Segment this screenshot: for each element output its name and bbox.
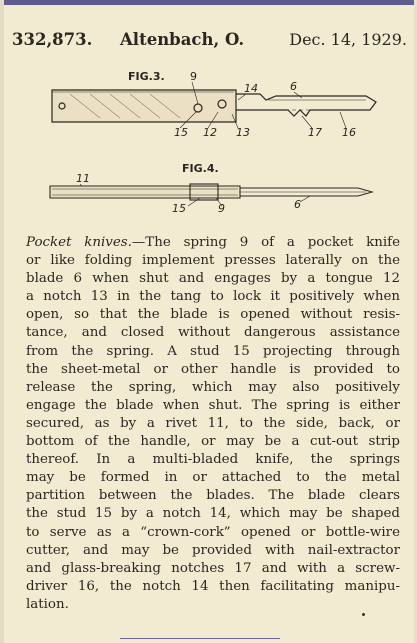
fig3-label-15: 15	[174, 126, 188, 139]
abstract-line-5: open, so that the blade is opened without resis-	[26, 307, 400, 323]
abstract-line-4: a notch 13 in the tang to lock it positively when	[26, 289, 400, 305]
inventor-name: Altenbach, O.	[120, 30, 245, 49]
fig3-label-16: 16	[342, 126, 356, 139]
abstract-line-13: thereof. In a multi-bladed knife, the springs	[26, 452, 400, 468]
abstract-text	[26, 234, 400, 614]
abstract-line-7: from the spring. A stud 15 projecting through	[26, 343, 400, 359]
abstract-line-20: driver 16, the notch 14 then facilitating manipu-	[26, 578, 400, 594]
ink-dot	[362, 613, 365, 616]
patent-number: 332,873.	[12, 30, 93, 49]
abstract-line-2: or like folding implement presses laterally on the	[26, 253, 400, 269]
abstract-line-17: to serve as a “crown-cork” opened or bottle-wire	[26, 524, 400, 540]
figure-4-drawing	[40, 158, 380, 214]
fig4-label-9: 9	[218, 202, 225, 214]
patent-date: Dec. 14, 1929.	[289, 30, 407, 49]
figure-3	[40, 66, 380, 142]
abstract-line-15: partition between the blades. The blade clears	[26, 488, 400, 504]
abstract-line-19: and glass-breaking notches 17 and with a screw-	[26, 560, 400, 576]
abstract-line-10: engage the blade when shut. The spring is either	[26, 397, 400, 413]
abstract-line-11: secured, as by a rivet 11, to the side, back, or	[26, 415, 400, 431]
fig3-title: FIG.3.	[128, 70, 165, 83]
abstract-line-3: blade 6 when shut and engages by a tongue 12	[26, 271, 400, 287]
fig3-label-12: 12	[203, 126, 217, 139]
abstract-line-12: bottom of the handle, or may be a cut-out strip	[26, 434, 400, 450]
fig4-label-11: 11	[76, 172, 90, 185]
abstract-line-8: the sheet-metal or other handle is provided to	[26, 361, 400, 377]
abstract-line-9: release the spring, which may also positively	[26, 379, 400, 395]
fig3-label-9: 9	[190, 70, 197, 83]
abstract-line-6: tance, and closed without dangerous assistance	[26, 325, 400, 341]
fig4-label-6: 6	[294, 198, 301, 211]
abstract-line-18: cutter, and may be provided with nail-extractor	[26, 542, 400, 558]
fig3-label-13: 13	[236, 126, 250, 139]
fig4-knife-outline	[50, 184, 372, 206]
abstract-line-14: may be formed in or attached to the metal	[26, 470, 400, 486]
fig3-label-6: 6	[290, 80, 297, 93]
top-border	[0, 0, 417, 5]
abstract-line-21: lation.	[26, 596, 69, 612]
left-border	[0, 0, 4, 643]
abstract-line-1	[26, 234, 400, 252]
fig3-knife-outline	[52, 82, 376, 128]
fig3-label-14: 14	[244, 82, 258, 95]
fig4-title: FIG.4.	[182, 162, 219, 175]
abstract-line-1-text: —The spring 9 of a pocket knife	[131, 235, 400, 250]
patent-header	[12, 30, 407, 50]
bottom-rule	[120, 638, 280, 639]
fig4-label-15: 15	[172, 202, 186, 214]
abstract-heading: Pocket knives.	[26, 235, 132, 250]
fig3-label-17: 17	[308, 126, 322, 139]
abstract-line-16: the stud 15 by a notch 14, which may be shaped	[26, 506, 400, 522]
figure-4	[40, 158, 380, 214]
figure-3-drawing	[40, 66, 380, 142]
